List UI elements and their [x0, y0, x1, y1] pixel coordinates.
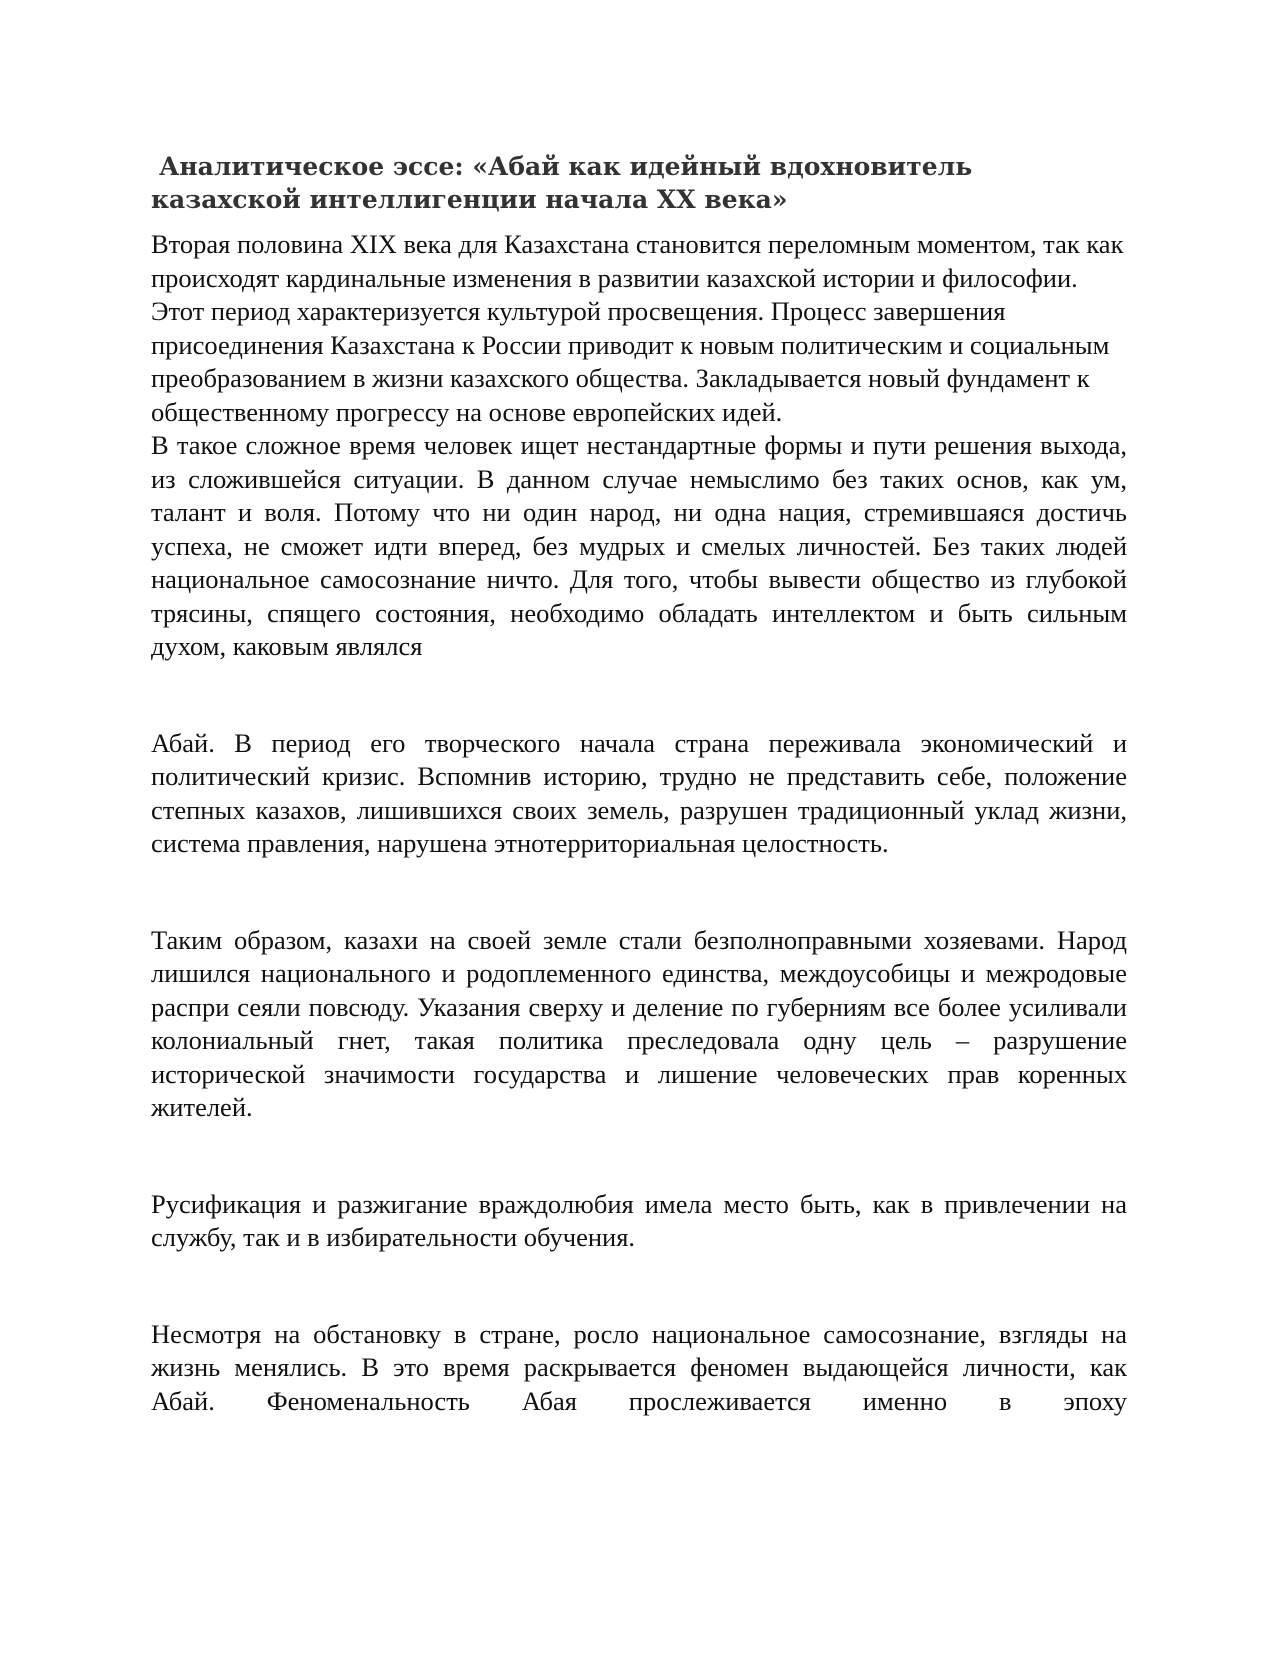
paragraph-2: В такое сложное время человек ищет нестандартные формы и пути решения выхода, из сложившейся ситуации. В данном случае немыслимо без таких основ, как ум, талант и воля. Потому что ни один народ, ни одна нация, стремившаяся достичь успеха, не сможет идти вперед, без мудрых и смелых личностей. Без таких людей национальное самосознание ничто. Для того, чтобы вывести общество из глубокой трясины, спящего состояния, необходимо обладать интеллектом и быть сильным духом, каковым являлся: [151, 430, 1127, 661]
paragraph-6: Несмотря на обстановку в стране, росло национальное самосознание, взгляды на жизнь менялись. В это время раскрывается феномен выдающейся личности, как Абай. Феноменальность Абая прослеживается именно в эпоху: [151, 1318, 1127, 1416]
essay-title: Аналитическое эссе: «Абай как идейный вдохновитель казахской интеллигенции начала XX века»: [151, 152, 973, 214]
document-body: [151, 150, 1127, 1418]
paragraph-5: Русификация и разжигание враждолюбия имела место быть, как в привлечении на службу, так и в избирательности обучения.: [151, 1188, 1127, 1252]
paragraph-4: Таким образом, казахи на своей земле стали безполноправными хозяевами. Народ лишился национального и родоплеменного единства, междоусобицы и межродовые распри сеяли повсюду. Указания сверху и деление по губерниям все более усиливали колониальный гнет, такая политика преследовала одну цель – разрушение исторической значимости государства и лишение человеческих прав коренных жителей.: [151, 924, 1127, 1122]
paragraph-1: Вторая половина XIX века для Казахстана становится переломным моментом, так как происходят кардинальные изменения в развитии казахской истории и философии. Этот период характеризуется культурой просвещения. Процесс завершения присоединения Казахстана к России приводит к новым политическим и социальным преобразованием в жизни казахского общества. Закладывается новый фундамент к общественному прогрессу на основе европейских идей.: [151, 229, 1124, 427]
paragraph-3: Абай. В период его творческого начала страна переживала экономический и политический кризис. Вспомнив историю, трудно не представить себе, положение степных казахов, лишившихся своих земель, разрушен традиционный уклад жизни, система правления, нарушена этнотерриториальная целостность.: [151, 727, 1127, 858]
